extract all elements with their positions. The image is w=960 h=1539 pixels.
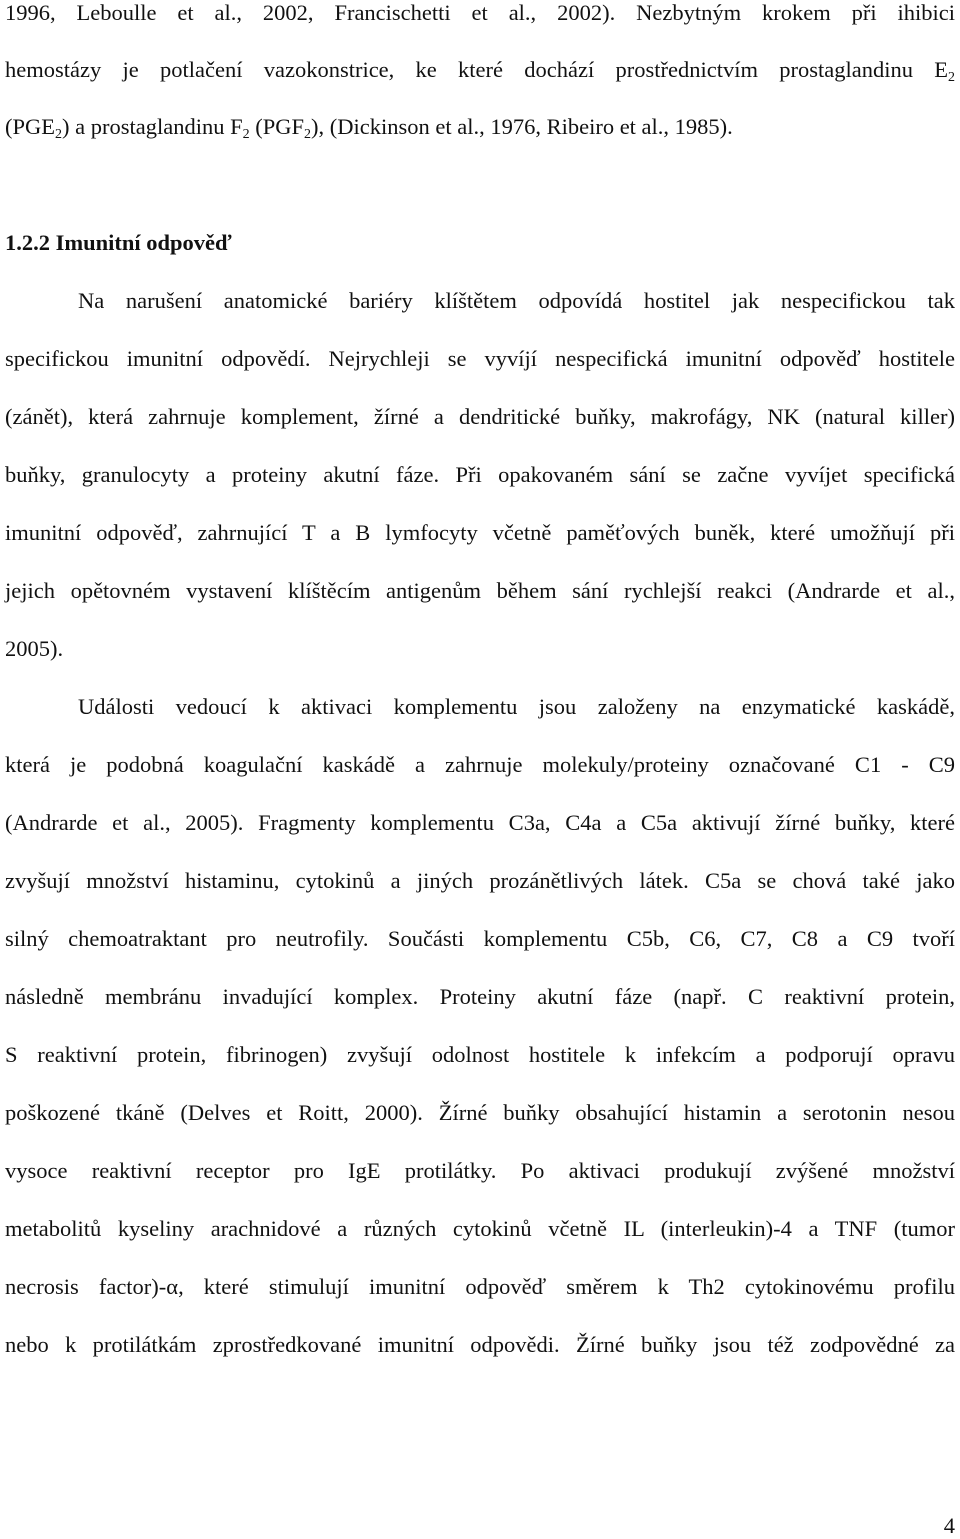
page-number: 4: [943, 1513, 955, 1538]
text-line: Události vedoucí k aktivaci komplementu jsou založeny na enzymatické kaskádě,: [78, 694, 955, 719]
text-line: S reaktivní protein, fibrinogen) zvyšují odolnost hostitele k infekcím a podporují opravu: [5, 1042, 955, 1067]
subscript: 2: [304, 127, 311, 142]
text-run: ) a prostaglandinu F: [62, 114, 243, 139]
text-line: nebo k protilátkám zprostředkované imunitní odpovědi. Žírné buňky jsou též zodpovědné za: [5, 1332, 955, 1357]
subscript: 2: [948, 70, 955, 85]
text-line: Na narušení anatomické bariéry klíštětem odpovídá hostitel jak nespecifickou tak: [78, 288, 955, 313]
text-line: metabolitů kyseliny arachnidové a různých cytokinů včetně IL (interleukin)-4 a TNF (tumor: [5, 1216, 955, 1241]
text-line: zvyšují množství histaminu, cytokinů a jiných prozánětlivých látek. C5a se chová také jako: [5, 868, 955, 893]
text-line: [5, 57, 955, 83]
text-line: (zánět), která zahrnuje komplement, žírné a dendritické buňky, makrofágy, NK (natural killer): [5, 404, 955, 429]
section-heading: 1.2.2 Imunitní odpověď: [5, 230, 232, 255]
text-run: (PGF: [249, 114, 304, 139]
text-run: hemostázy je potlačení vazokonstrice, ke které dochází prostřednictvím prostaglandinu E: [5, 57, 948, 82]
text-line: která je podobná koagulační kaskádě a zahrnuje molekuly/proteiny označované C1 - C9: [5, 752, 955, 777]
text-line: (Andrarde et al., 2005). Fragmenty komplementu C3a, C4a a C5a aktivují žírné buňky, které: [5, 810, 955, 835]
text-line: 2005).: [5, 636, 64, 661]
text-line: poškozené tkáně (Delves et Roitt, 2000). Žírné buňky obsahující histamin a serotonin nesou: [5, 1100, 955, 1125]
text-line: silný chemoatraktant pro neutrofily. Součásti komplementu C5b, C6, C7, C8 a C9 tvoří: [5, 926, 955, 951]
text-line: specifickou imunitní odpovědí. Nejrychleji se vyvíjí nespecifická imunitní odpověď hostitele: [5, 346, 955, 371]
text-run: (PGE: [5, 114, 55, 139]
text-line: buňky, granulocyty a proteiny akutní fáze. Při opakovaném sání se začne vyvíjet specifická: [5, 462, 955, 487]
text-line: 1996, Leboulle et al., 2002, Francischetti et al., 2002). Nezbytným krokem při ihibici: [5, 0, 955, 25]
subscript: 2: [242, 127, 250, 142]
text-line: necrosis factor)-α, které stimulují imunitní odpověď směrem k Th2 cytokinovému profilu: [5, 1274, 955, 1299]
text-line: imunitní odpověď, zahrnující T a B lymfocyty včetně paměťových buněk, které umožňují při: [5, 520, 955, 545]
text-line: vysoce reaktivní receptor pro IgE protilátky. Po aktivaci produkují zvýšené množství: [5, 1158, 955, 1183]
subscript: 2: [55, 127, 62, 142]
text-line: jejich opětovném vystavení klíštěcím antigenům během sání rychlejší reakci (Andrarde et al.,: [5, 578, 955, 603]
text-run: ), (Dickinson et al., 1976, Ribeiro et al., 1985).: [311, 114, 733, 139]
text-line: následně membránu invadující komplex. Proteiny akutní fáze (např. C reaktivní protein,: [5, 984, 955, 1009]
text-line: [5, 114, 955, 140]
